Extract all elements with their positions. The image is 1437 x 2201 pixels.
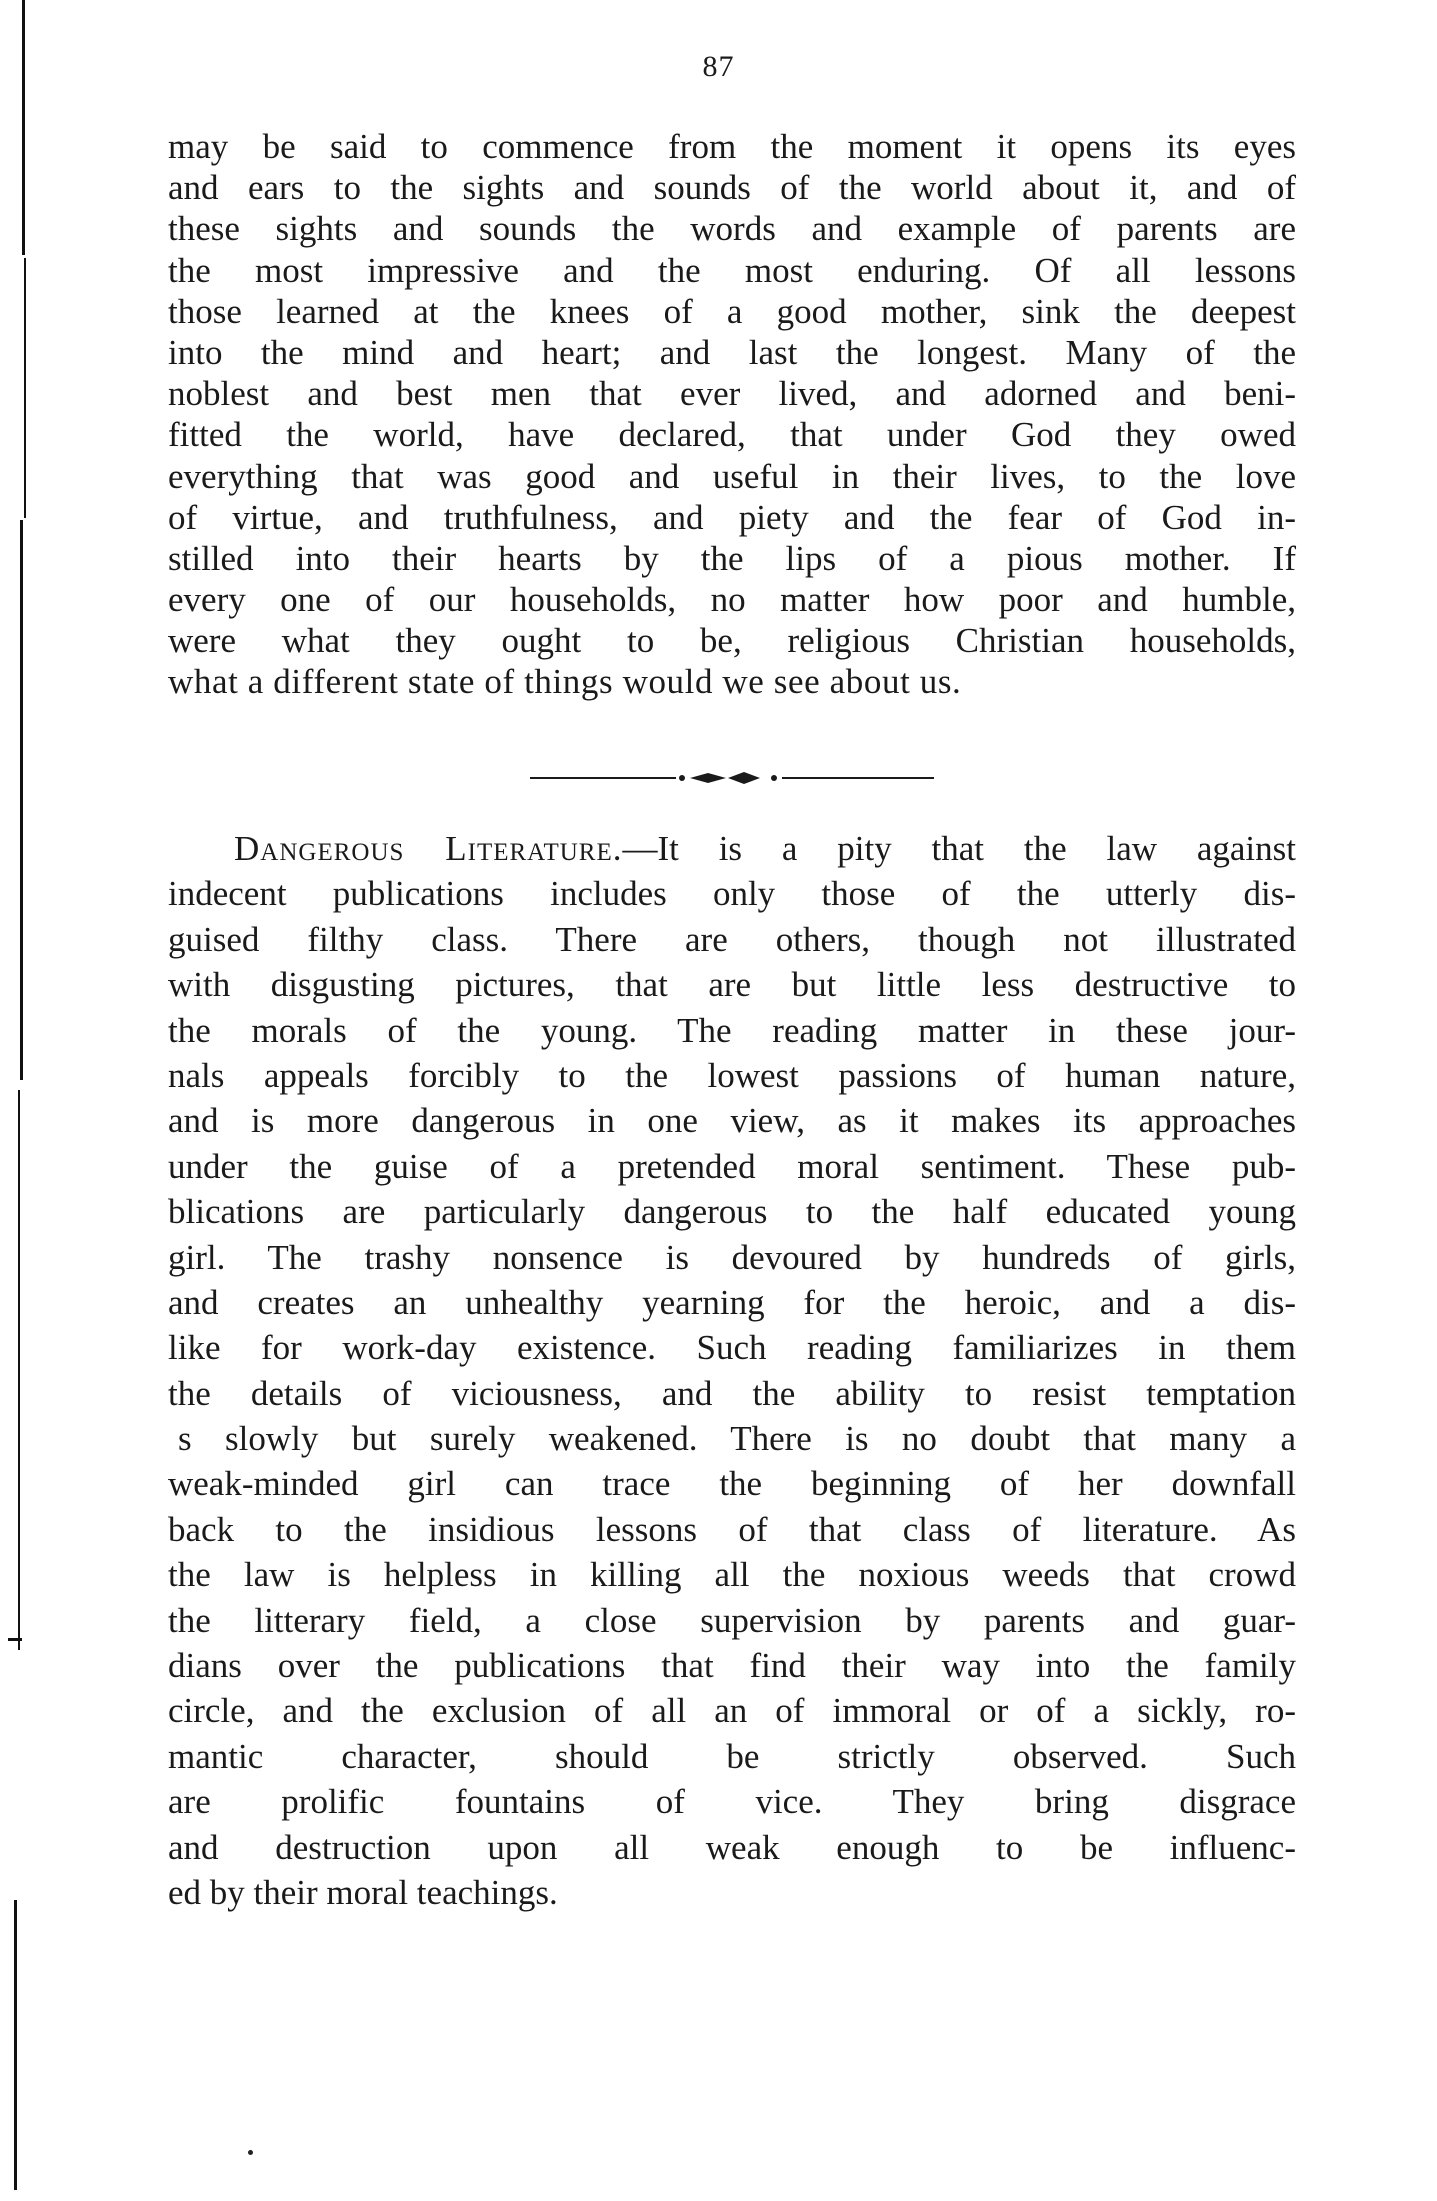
paragraph-1 [168,126,1296,703]
text-line-first [168,826,1296,871]
text-line: were what they ought to be, religious Christian households, [168,621,1296,661]
text-line: with disgusting pictures, that are but little less destructive to [168,965,1296,1005]
text-line: the law is helpless in killing all the noxious weeds that crowd [168,1555,1296,1595]
section-heading: Dangerous Literature. [234,829,623,868]
text-line: what a different state of things would we see about us. [168,662,962,702]
text-line: of virtue, and truthfulness, and piety and the fear of God in- [168,497,1296,537]
text-line: the litterary field, a close supervision by parents and guar- [168,1600,1296,1640]
text-line: the most impressive and the most enduring. Of all lessons [168,250,1296,290]
text-line: those learned at the knees of a good mother, sink the deepest [168,291,1296,331]
text-line: under the guise of a pretended moral sentiment. These pub- [168,1146,1296,1186]
text-line-rest: —It is a pity that the law against [622,829,1296,868]
text-line: everything that was good and useful in their lives, to the love [168,456,1296,496]
text-line: may be said to commence from the moment it opens its eyes [168,127,1296,166]
text-line: every one of our households, no matter how poor and humble, [168,580,1296,620]
text-line: girl. The trashy nonsence is devoured by hundreds of girls, [168,1237,1296,1277]
text-line: the morals of the young. The reading matter in these jour- [168,1010,1296,1050]
text-line: dians over the publications that find their way into the family [168,1646,1296,1686]
scan-edge-mark [22,0,25,255]
text-line: circle, and the exclusion of all an of immoral or of a sickly, ro- [168,1691,1296,1731]
text-line: and creates an unhealthy yearning for the heroic, and a dis- [168,1282,1296,1322]
scan-edge-mark [14,1900,17,2190]
text-line: stilled into their hearts by the lips of a pious mother. If [168,538,1296,578]
paragraph-2 [168,826,1296,1915]
text-line: and destruction upon all weak enough to be influenc- [168,1827,1296,1867]
text-line: and is more dangerous in one view, as it makes its approaches [168,1101,1296,1141]
text-line: nals appeals forcibly to the lowest passions of human nature, [168,1055,1296,1095]
text-line: mantic character, should be strictly observed. Such [168,1736,1296,1776]
scan-edge-tick [8,1638,22,1641]
text-line: weak-minded girl can trace the beginning of her downfall [168,1464,1296,1504]
text-line: and ears to the sights and sounds of the world about it, and of [168,168,1296,208]
ink-speck [248,2150,253,2155]
text-line: s slowly but surely weakened. There is no doubt that many a [178,1419,1296,1459]
text-line: guised filthy class. There are others, though not illustrated [168,919,1296,959]
text-line: into the mind and heart; and last the longest. Many of the [168,332,1296,372]
text-line: back to the insidious lessons of that class of literature. As [168,1509,1296,1549]
text-line: are prolific fountains of vice. They bring disgrace [168,1782,1296,1822]
text-line: these sights and sounds the words and example of parents are [168,209,1296,249]
page-number: 87 [702,50,735,83]
text-line: noblest and best men that ever lived, and adorned and beni- [168,374,1296,414]
text-line: fitted the world, have declared, that under God they owed [168,415,1296,455]
scan-edge-mark [24,258,26,518]
text-line: indecent publications includes only those of the utterly dis- [168,874,1296,914]
section-divider-ornament [530,768,934,788]
text-line: the details of viciousness, and the ability to resist temptation [168,1373,1296,1413]
scan-edge-mark [18,1090,20,1650]
text-line: ed by their moral teachings. [168,1872,558,1912]
text-line: blications are particularly dangerous to the half educated young [168,1192,1296,1232]
text-line: like for work-day existence. Such reading familiarizes in them [168,1328,1296,1368]
scan-edge-mark [20,520,23,1080]
